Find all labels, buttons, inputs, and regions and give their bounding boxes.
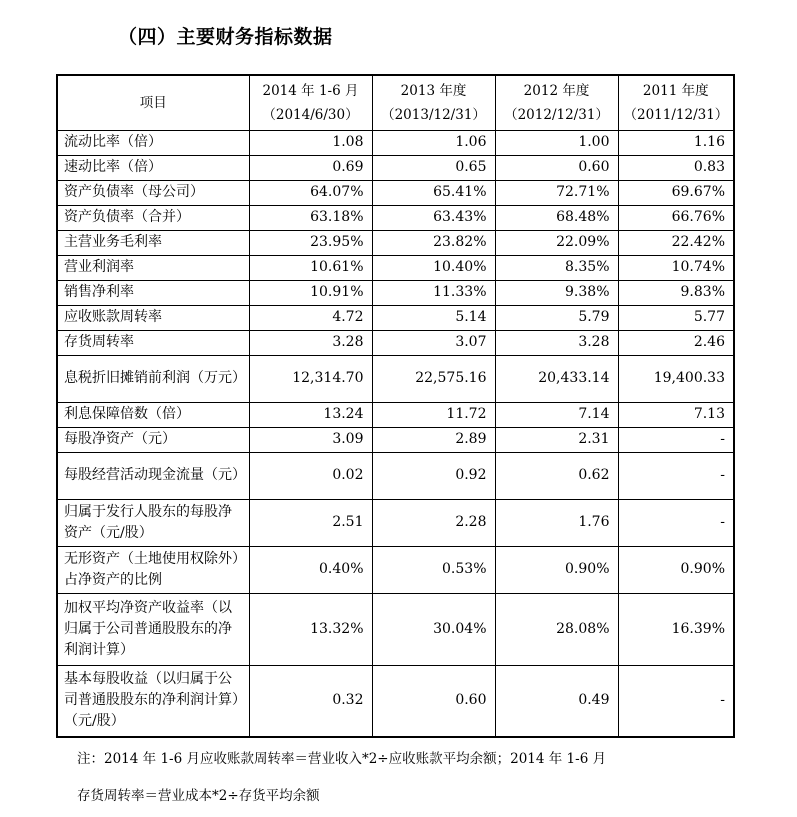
- row-value: 2.31: [495, 427, 618, 452]
- header-col-2014h1-date: （2014/6/30）: [262, 106, 359, 123]
- row-value: 72.71%: [495, 180, 618, 205]
- financial-indicators-table: [56, 74, 735, 738]
- row-value: 16.39%: [618, 593, 734, 665]
- table-row: [57, 230, 734, 255]
- row-value: 10.40%: [372, 255, 495, 280]
- row-label: 资产负债率（母公司）: [57, 180, 249, 205]
- table-row: [57, 665, 734, 737]
- row-value: 30.04%: [372, 593, 495, 665]
- row-value: 20,433.14: [495, 355, 618, 402]
- row-value: 19,400.33: [618, 355, 734, 402]
- row-value: 12,314.70: [249, 355, 372, 402]
- header-col-2013-date: （2013/12/31）: [381, 106, 486, 123]
- row-value: -: [618, 427, 734, 452]
- row-value: 3.07: [372, 330, 495, 355]
- footnote-line-2: 存货周转率＝营业成本*2÷存货平均余额: [77, 788, 320, 804]
- row-value: 0.53%: [372, 546, 495, 593]
- row-value: 0.32: [249, 665, 372, 737]
- row-value: 63.43%: [372, 205, 495, 230]
- row-value: 9.83%: [618, 280, 734, 305]
- row-value: 0.62: [495, 452, 618, 499]
- row-value: 5.14: [372, 305, 495, 330]
- row-value: 8.35%: [495, 255, 618, 280]
- row-label: 每股净资产（元）: [57, 427, 249, 452]
- row-value: 28.08%: [495, 593, 618, 665]
- row-label: 流动比率（倍）: [57, 130, 249, 155]
- row-label: 营业利润率: [57, 255, 249, 280]
- table-row: [57, 255, 734, 280]
- header-col-2013: [372, 75, 495, 130]
- row-value: 13.32%: [249, 593, 372, 665]
- row-label: 应收账款周转率: [57, 305, 249, 330]
- row-value: 3.28: [495, 330, 618, 355]
- row-value: 0.83: [618, 155, 734, 180]
- row-value: 0.49: [495, 665, 618, 737]
- row-value: 11.33%: [372, 280, 495, 305]
- row-value: 7.13: [618, 402, 734, 427]
- table-row: [57, 180, 734, 205]
- header-col-2013-year: 2013 年度: [400, 82, 467, 99]
- header-col-2012-year: 2012 年度: [523, 82, 590, 99]
- row-label: 利息保障倍数（倍）: [57, 402, 249, 427]
- row-value: -: [618, 499, 734, 546]
- row-value: 0.60: [495, 155, 618, 180]
- header-col-2011: [618, 75, 734, 130]
- header-col-2014h1: [249, 75, 372, 130]
- header-col-2012-date: （2012/12/31）: [504, 106, 609, 123]
- table-row: [57, 155, 734, 180]
- table-row: [57, 593, 734, 665]
- table-row: [57, 205, 734, 230]
- header-col-2011-year: 2011 年度: [642, 82, 709, 99]
- header-item: 项目: [57, 75, 249, 130]
- header-col-2014h1-year: 2014 年 1-6 月: [262, 82, 359, 99]
- row-label: 基本每股收益（以归属于公司普通股股东的净利润计算）（元/股）: [57, 665, 249, 737]
- row-label: 加权平均净资产收益率（以归属于公司普通股股东的净利润计算）: [57, 593, 249, 665]
- row-value: 22.42%: [618, 230, 734, 255]
- row-value: 1.16: [618, 130, 734, 155]
- row-value: -: [618, 452, 734, 499]
- row-value: 10.74%: [618, 255, 734, 280]
- row-value: 0.40%: [249, 546, 372, 593]
- table-row: [57, 280, 734, 305]
- row-value: 64.07%: [249, 180, 372, 205]
- row-value: 63.18%: [249, 205, 372, 230]
- row-label: 息税折旧摊销前利润（万元）: [57, 355, 249, 402]
- table-row: [57, 130, 734, 155]
- row-value: 1.08: [249, 130, 372, 155]
- row-label: 资产负债率（合并）: [57, 205, 249, 230]
- row-value: 68.48%: [495, 205, 618, 230]
- row-value: 0.60: [372, 665, 495, 737]
- row-value: 23.95%: [249, 230, 372, 255]
- row-value: 3.09: [249, 427, 372, 452]
- row-value: 1.06: [372, 130, 495, 155]
- row-value: 2.51: [249, 499, 372, 546]
- row-value: 2.46: [618, 330, 734, 355]
- row-value: 22.09%: [495, 230, 618, 255]
- table-row: [57, 402, 734, 427]
- table-row: [57, 330, 734, 355]
- row-value: 23.82%: [372, 230, 495, 255]
- row-value: 11.72: [372, 402, 495, 427]
- table-row: [57, 499, 734, 546]
- table-row: [57, 452, 734, 499]
- row-value: 2.28: [372, 499, 495, 546]
- row-value: 0.65: [372, 155, 495, 180]
- row-value: 3.28: [249, 330, 372, 355]
- row-value: 2.89: [372, 427, 495, 452]
- row-value: 5.79: [495, 305, 618, 330]
- row-value: 66.76%: [618, 205, 734, 230]
- row-value: -: [618, 665, 734, 737]
- row-value: 4.72: [249, 305, 372, 330]
- table-header-row: [57, 75, 734, 130]
- row-value: 22,575.16: [372, 355, 495, 402]
- row-value: 65.41%: [372, 180, 495, 205]
- row-value: 0.92: [372, 452, 495, 499]
- row-value: 69.67%: [618, 180, 734, 205]
- header-col-2011-date: （2011/12/31）: [623, 106, 729, 123]
- row-value: 0.90%: [618, 546, 734, 593]
- row-label: 速动比率（倍）: [57, 155, 249, 180]
- table-row: [57, 305, 734, 330]
- row-label: 每股经营活动现金流量（元）: [57, 452, 249, 499]
- row-value: 13.24: [249, 402, 372, 427]
- row-label: 无形资产（土地使用权除外）占净资产的比例: [57, 546, 249, 593]
- row-value: 10.61%: [249, 255, 372, 280]
- row-value: 0.69: [249, 155, 372, 180]
- row-value: 0.90%: [495, 546, 618, 593]
- row-label: 存货周转率: [57, 330, 249, 355]
- row-value: 9.38%: [495, 280, 618, 305]
- table-row: [57, 546, 734, 593]
- table-row: [57, 355, 734, 402]
- header-col-2012: [495, 75, 618, 130]
- row-label: 主营业务毛利率: [57, 230, 249, 255]
- row-value: 7.14: [495, 402, 618, 427]
- row-value: 5.77: [618, 305, 734, 330]
- table-row: [57, 427, 734, 452]
- footnote-line-1: 注：2014 年 1-6 月应收账款周转率＝营业收入*2÷应收账款平均余额；2014 年 1-6 月: [77, 751, 607, 767]
- section-heading: （四）主要财务指标数据: [118, 26, 333, 48]
- row-value: 1.00: [495, 130, 618, 155]
- row-label: 归属于发行人股东的每股净资产（元/股）: [57, 499, 249, 546]
- row-label: 销售净利率: [57, 280, 249, 305]
- row-value: 10.91%: [249, 280, 372, 305]
- row-value: 0.02: [249, 452, 372, 499]
- row-value: 1.76: [495, 499, 618, 546]
